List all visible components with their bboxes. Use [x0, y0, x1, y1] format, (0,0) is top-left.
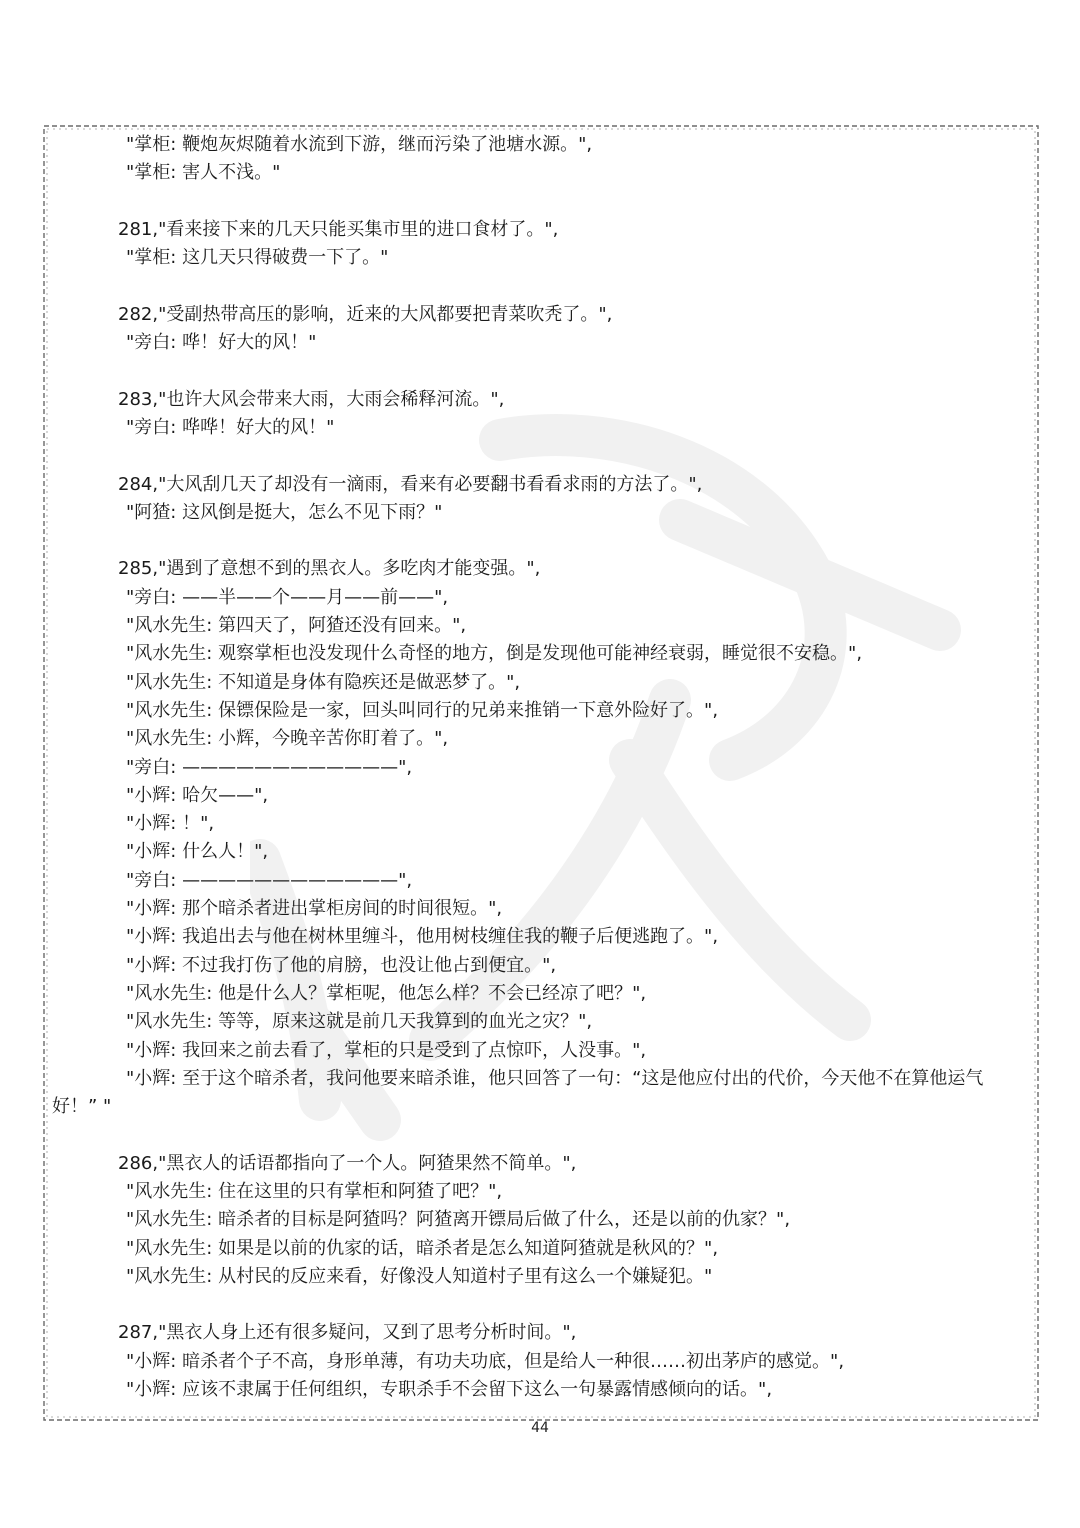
blank-line	[52, 272, 1037, 300]
dialogue-line: "掌柜: 鞭炮灰烬随着水流到下游，继而污染了池塘水源。",	[126, 134, 593, 155]
dialogue-line: "小辉: ！",	[126, 813, 215, 835]
dialogue-line: "风水先生: 如果是以前的仇家的话，暗杀者是怎么知道阿猹就是秋风的？",	[126, 1237, 719, 1259]
dialogue-line: "风水先生: 住在这里的只有掌柜和阿猹了吧？",	[126, 1180, 503, 1202]
dialogue-line: "小辉: 暗杀者个子不高，身形单薄，有功夫功底，但是给人一种很……初出茅庐的感觉。",	[126, 1350, 845, 1372]
dialogue-line: "风水先生: 第四天了，阿猹还没有回来。",	[126, 615, 467, 637]
dialogue-line: "风水先生: 暗杀者的目标是阿猹吗？阿猹离开镖局后做了什么，还是以前的仇家？",	[126, 1209, 791, 1231]
dialogue-line: "旁白: 哗！好大的风！"	[126, 332, 317, 354]
entry-heading: 284,"大风刮几天了却没有一滴雨，看来有必要翻书看看求雨的方法了。",	[118, 473, 703, 495]
entry-heading: 286,"黑衣人的话语都指向了一个人。阿猹果然不简单。",	[118, 1152, 577, 1174]
blank-line	[52, 357, 1037, 385]
dialogue-line: "小辉: 什么人！",	[126, 841, 269, 863]
dialogue-line: "风水先生: 他是什么人？掌柜呢，他怎么样？不会已经凉了吧？",	[126, 982, 647, 1004]
blank-line	[52, 188, 1037, 216]
dialogue-line: "阿猹: 这风倒是挺大，怎么不见下雨？"	[126, 501, 443, 523]
blank-line	[52, 1121, 1037, 1149]
blank-line	[52, 442, 1037, 470]
dialogue-line: "小辉: 哈欠——",	[126, 784, 269, 806]
dialogue-line: "小辉: 至于这个暗杀者，我问他要来暗杀谁，他只回答了一句：“这是他应付出的代价，今天他不在算他运气	[126, 1067, 984, 1089]
dialogue-line: "风水先生: 观察掌柜也没发现什么奇怪的地方，倒是发现他可能神经衰弱，睡觉很不安稳。",	[126, 643, 863, 665]
dialogue-line: "旁白: 哗哗！好大的风！"	[126, 416, 335, 438]
dialogue-line: "风水先生: 等等，原来这就是前几天我算到的血光之灾？",	[126, 1011, 593, 1033]
dialogue-line: "掌柜: 这几天只得破费一下了。"	[126, 247, 389, 269]
dialogue-line: "小辉: 那个暗杀者进出掌柜房间的时间很短。",	[126, 898, 503, 920]
dialogue-line: "风水先生: 小辉，今晚辛苦你盯着了。",	[126, 728, 449, 750]
entry-heading: 281,"看来接下来的几天只能买集市里的进口食材了。",	[118, 218, 559, 240]
entry-heading: 287,"黑衣人身上还有很多疑问，又到了思考分析时间。",	[118, 1322, 577, 1344]
page-number: 44	[531, 1420, 549, 1436]
dialogue-line: "小辉: 我追出去与他在树林里缠斗，他用树枝缠住我的鞭子后便逃跑了。",	[126, 926, 719, 948]
blank-line	[52, 527, 1037, 555]
entry-heading: 282,"受副热带高压的影响，近来的大风都要把青菜吹秃了。",	[118, 303, 613, 325]
document-body	[52, 131, 1037, 1404]
blank-line	[52, 1291, 1037, 1319]
dialogue-line: "旁白: ——半——个——月——前——",	[126, 586, 449, 608]
entry-heading: 285,"遇到了意想不到的黑衣人。多吃肉才能变强。",	[118, 558, 541, 580]
dialogue-line: "掌柜: 害人不浅。"	[126, 162, 281, 184]
dialogue-line: 好！” "	[52, 1096, 112, 1118]
dialogue-line: "旁白: ————————————",	[126, 869, 413, 891]
dialogue-line: "风水先生: 保镖保险是一家，回头叫同行的兄弟来推销一下意外险好了。",	[126, 699, 719, 721]
dialogue-line: "风水先生: 不知道是身体有隐疾还是做恶梦了。",	[126, 671, 521, 693]
entry-heading: 283,"也许大风会带来大雨，大雨会稀释河流。",	[118, 388, 505, 410]
dialogue-line: "风水先生: 从村民的反应来看，好像没人知道村子里有这么一个嫌疑犯。"	[126, 1265, 713, 1287]
dialogue-line: "小辉: 我回来之前去看了，掌柜的只是受到了点惊吓，人没事。",	[126, 1039, 647, 1061]
dialogue-line: "小辉: 应该不隶属于任何组织，专职杀手不会留下这么一句暴露情感倾向的话。",	[126, 1379, 773, 1401]
dialogue-line: "旁白: ————————————",	[126, 756, 413, 778]
dialogue-line: "小辉: 不过我打伤了他的肩膀，也没让他占到便宜。",	[126, 954, 557, 976]
